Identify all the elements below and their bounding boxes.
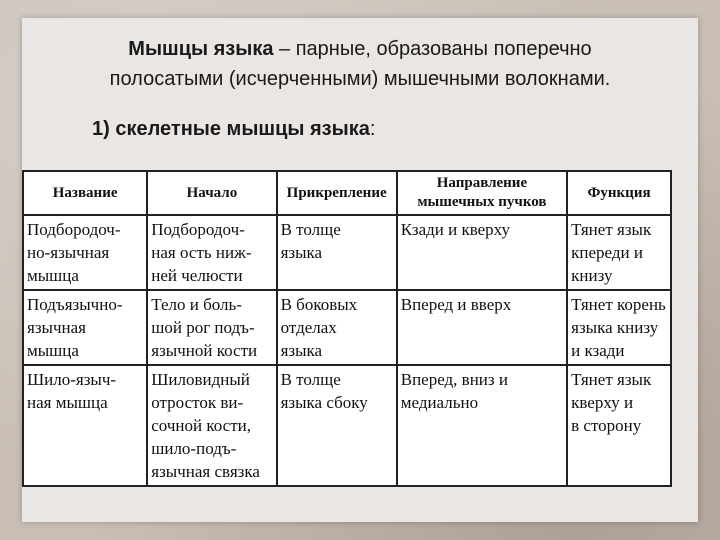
cell-line: Тянет корень — [571, 295, 666, 314]
cell-line: Кзади и кверху — [400, 220, 511, 239]
cell-line: Тянет язык — [571, 370, 652, 389]
cell-line: книзу — [571, 266, 613, 285]
cell-line: В толще — [280, 370, 341, 389]
cell-direction — [397, 215, 567, 290]
cell-direction — [397, 290, 567, 365]
header-line: Направление — [436, 175, 528, 191]
cell-function — [567, 215, 671, 290]
slide-heading — [22, 34, 698, 94]
cell-line: языка книзу — [571, 318, 659, 337]
muscles-table — [22, 170, 672, 487]
cell-function — [567, 365, 671, 486]
cell-line: Тянет язык — [571, 220, 652, 239]
cell-line: медиально — [400, 393, 479, 412]
header-line: Начало — [186, 184, 238, 201]
cell-line: ная ость ниж- — [151, 243, 252, 262]
cell-insertion — [277, 215, 397, 290]
cell-line: языка — [280, 243, 323, 262]
cell-line: языка сбоку — [280, 393, 368, 412]
cell-line: отросток ви- — [151, 393, 244, 412]
cell-line: Подбородоч- — [151, 220, 245, 239]
cell-line: язычной кости — [151, 341, 258, 360]
cell-direction — [397, 365, 567, 486]
table-header-row — [23, 171, 671, 215]
slide — [22, 18, 698, 522]
cell-line: ная мышца — [27, 393, 108, 412]
cell-line: язычная — [27, 318, 86, 337]
cell-line: ней челюсти — [151, 266, 243, 285]
header-line: Название — [52, 184, 118, 201]
cell-line: Тело и боль- — [151, 295, 242, 314]
header-line: мышечных пучков — [417, 194, 547, 210]
cell-line: язычная связка — [151, 462, 260, 481]
cell-name — [23, 290, 147, 365]
header-function — [567, 171, 671, 215]
cell-line: сочной кости, — [151, 416, 252, 435]
cell-line: В боковых — [280, 295, 358, 314]
cell-insertion — [277, 290, 397, 365]
heading-bold-term: Мышцы языка — [128, 38, 274, 60]
header-direction — [397, 171, 567, 215]
cell-line: Шило-языч- — [27, 370, 117, 389]
header-origin — [147, 171, 276, 215]
cell-line: Вперед, вниз и — [400, 370, 508, 389]
cell-line: кпереди и — [571, 243, 643, 262]
subheading-bold: 1) скелетные мышцы языка — [92, 118, 370, 140]
cell-line: Шиловидный — [151, 370, 250, 389]
cell-line: кверху и — [571, 393, 634, 412]
cell-line: но-язычная — [27, 243, 110, 262]
cell-line: Подъязычно- — [27, 295, 123, 314]
heading-line-1 — [22, 34, 698, 64]
cell-line: В толще — [280, 220, 341, 239]
cell-line: мышца — [27, 341, 79, 360]
cell-line: мышца — [27, 266, 79, 285]
cell-line: Вперед и вверх — [400, 295, 512, 314]
section-subheading — [92, 118, 375, 141]
cell-line: Подбородоч- — [27, 220, 121, 239]
header-name — [23, 171, 147, 215]
heading-definition: – парные, образованы поперечно — [273, 38, 592, 60]
table-row — [23, 365, 671, 486]
cell-origin — [147, 215, 276, 290]
cell-line: в сторону — [571, 416, 642, 435]
cell-origin — [147, 365, 276, 486]
header-insertion — [277, 171, 397, 215]
cell-line: языка — [280, 341, 323, 360]
cell-line: шой рог подъ- — [151, 318, 255, 337]
table-row — [23, 215, 671, 290]
cell-name — [23, 215, 147, 290]
table-row — [23, 290, 671, 365]
header-line: Функция — [587, 184, 651, 201]
cell-name — [23, 365, 147, 486]
cell-function — [567, 290, 671, 365]
cell-line: отделах — [280, 318, 337, 337]
header-line: Прикрепление — [286, 184, 387, 201]
subheading-suffix: : — [369, 118, 376, 140]
heading-line-2: полосатыми (исчерченными) мышечными волокнами. — [109, 68, 611, 90]
cell-line: и кзади — [571, 341, 625, 360]
cell-insertion — [277, 365, 397, 486]
cell-line: шило-подъ- — [151, 439, 237, 458]
cell-origin — [147, 290, 276, 365]
